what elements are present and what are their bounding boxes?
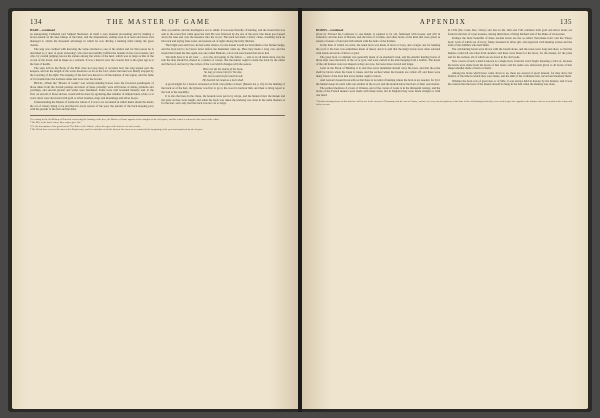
paragraph: The bright ears and brow, he had some chance, for the hound would not hold them to the further hedge, and the horn had to be blown twice before the huntsmen came up. Here they made a long cast, and the hound that found the line again was one called Bemont, a slow but sure hound that never lied. (161, 43, 285, 55)
footnote: ¹ In writing to the old Bishop of Norwich concerning the hunting of the deer, the Master of Game appears in the margins of the old copies, and the reader is referred to the notes of the editor. (30, 117, 220, 121)
footnote: ³ Cf. the description of the great hart in 'The Boke of St. Albans', where the ages of the hart are set out in order. (30, 124, 141, 128)
paragraph: Understanding the Master of Game the whole of it was to be recounted in which hunts should be made; the art of venery being to be practised in every season of the year, the pursuit of the buck keeping pace with the pursuit of the hart and the hind. (30, 99, 154, 112)
paragraph: The earliest mention of a horn of Orleans, and of the cornet of Louis is in the thirteenth century, and the horns of the French hunters were made with many turns, but in England they were made straight or with one bend. (316, 85, 441, 98)
paragraph: Perhaps the most beautiful of these ancient horns are the so-called 'Savernake horn' and the 'Pusey horn', both of which are of ivory, finely mounted in silver gilt, and engraved with hunting scenes and the arms of the families who held them. (447, 35, 572, 48)
paragraph: Now a horn of such a kind is known as a bugle horn, from the word 'bugle' meaning a wild ox, because the horns were made from the horns of that beast; and the name was afterwards given to all horns of that shape whether made of horn or metal. (447, 59, 572, 71)
paragraph: Among the horns which have come down to us, there are several of great interest, for they show the fashion of the time in which they were made, and the skill of the craftsmen who carved and mounted them. (447, 70, 572, 79)
right-column-2 (448, 29, 572, 98)
right-page-number: 135 (560, 18, 572, 26)
paragraph: given by Edward the Confessor to one Ralph, is reputed to be old, fashioned with bosses, and still in existence; and the horn of Borstal, and the horn of Carlisle, and other horns of the kind that were given as tokens of tenure of land and still remain with the heirs of the holders. (316, 31, 441, 43)
left-column-1 (30, 29, 154, 112)
header-spacer (316, 18, 326, 26)
paragraph: It is also that here in the chase, the hounds were put in by relays, and the hunters blew the menée and the prise as they were taught, and when the buck was taken the undoing was done in the same manner as for the hart, save only that the buck was not cut so large. (161, 93, 285, 106)
paragraph: in 1334 (Inv. Lune. Rec. Chan.) and also in the 14th and 15th centuries both gold and silver horns are found in the lists of royal treasure, among them those of King Richard and of the Duke of Gloucester. (447, 28, 572, 36)
footnote: ⁴ The Welsh laws reserved the hart as the King's beast, and it is said that of old the harts of the forest were counted at the beginning of the year and numbered by the keepers. (30, 128, 203, 132)
left-page-number: 134 (30, 18, 42, 26)
header-spacer (275, 18, 285, 26)
verse-quote: Here are all the marks of the buck, So may ye know him fro' the doe, His horns and his feet and his tail, He beareth his head as a hart shall. (202, 66, 244, 82)
right-page (302, 11, 588, 409)
paragraph: Later in the Book of Hunting it is said that every huntsman should carry his horn, and that the prise shall be blown when the beast is taken, and the recheat when the hounds are called off; and there were many blasts of the horn that every hunter ought to know. (316, 66, 441, 78)
left-page (12, 11, 298, 409)
right-footnote: ¹ Wooden hunting-horns of this kind are still in use in the forests of Normandy and the east of France, and are of a very ancient pattern; in the time of the old hunting books they were used to give the signals to the hunters who were posted at the relays and in the coverts. (316, 100, 572, 107)
paragraph: The great horn or oliphant was generally made of an elephant's tusk, and the smaller hunting horns of those days were the horns of the ox or goat, and were carried at the side hanging from a baldric. The horns of the old hunters were not shaped as they are now, but were more curved and larger. (316, 54, 441, 67)
left-running-title: THE MASTER OF GAME (106, 18, 211, 26)
paragraph: BUCK—When the "Master of Game" was written hunting horses were the favoured quadrupeds of those times from the Jewish perhaps and most of these probably were still bucks or hinds, pricketts and yearlings, and several greater and wider were furnished. Some were well bounded thereby; and, at the first, on several of those shaven, would still be done by agonising-like whether of simple hunts, wide; or at word, there were decorated with gold or silver brushes, rings and mountings and silver hoops. (30, 80, 154, 100)
paragraph: The stag was credited with knowing the value attached to one of his antlers and for this reason he is described as 'a deer of great reckoning', who had successfully baffled the hounds in his own bounds, and who, by careful judging, knows his stature among the whole of the herd, which was as large as that of the crown of the forest, and in shape as a roebuck. It was a marvel, how the courser that to his great age is at the best of health. (30, 46, 154, 66)
section-heading: HORNS—continued (316, 28, 344, 32)
left-footnotes (30, 115, 285, 131)
paragraph: And Gaston's hound book tells us that there is no kind of hunting where the horn is not needed, for by it the hunters keep in touch with one another in the wood, and the hounds know the horn of their own master. (316, 77, 441, 86)
paragraph: The old hunting horns were blown with the breath alone, and the notes were long and short, so that the hunters could tell one blast from another; and there were blasts for the moot, for the menée, for the prise and for the recheat, all of which are set down in the old books. (447, 47, 572, 59)
left-page-header (30, 18, 285, 26)
right-page-header (316, 18, 572, 26)
paragraph: The saga told in the Book of the Hart does not stop here; it recounts how the stag leaped past the keepers, and ran the length of the water meadows as far as the ford, where the hunt was finally stopped by the lowering of the light. The leaping of the hart was known to all the hunters of the region, and the fame of it travelled into the northern dales and even over the border. (30, 65, 154, 81)
left-columns (30, 29, 285, 112)
section-heading: HART—continued (30, 28, 55, 32)
paragraph: 'We shall have it in all wise' — as is the old saying of the fellow — and so in all kinds there was the rule the deer should be chased as a matter of course, that the hunter ought to mark the buck by the antler and the hoof, and not by the colour of the coat which changes with the season. (161, 54, 285, 67)
paragraph: A good length for a buck is reckoned as from 'one palme or more' (Master 44, p. 22). In the hunting of the buck as of the hart, the lymerer was first to go to the wood to harbour him, and then to bring report to the lord at the assembly. (161, 82, 285, 94)
open-book (8, 8, 592, 412)
paragraph: stile, is possible, and the intelligence not so small. It was seen friendly of hunting, and the hound that was sent to the water first came upon the trail. He was followed by the rest of the pack who made good speed down the lane and over the meadow into the wood. The buck led them a merry chase, doubling back on his track and laying false scent, and passed out of sight among the holly thickets. (161, 28, 285, 43)
paragraph: Whether the horn was of great size or of little, it was always held in honour by the hunters, and it was the custom that the horn of the master should be hung in the hall when the hunting was done. (447, 78, 572, 87)
paragraph: In the time of which we write, the usual horn was made of horn or ivory, and a larger one for hunting the wolf or the bear was sometimes made of metal, and it is said that the king's horns were often adorned with bands and ends of silver or gold. (316, 43, 441, 55)
paragraph: an enterprising Cathedral lord Samuel Nadsonet, in itself a very unusual proceeding and by making a broad assault on the deer bishop of the latter, and the disputations, ending soon in at least and down, had managed to obtain the thousand advantage in which he was driving a hunting mule taking the great charter. (30, 31, 154, 47)
footnote: ² The MS. reads 'buck' where later copies give 'doe'. (30, 121, 82, 125)
right-running-title: APPENDIX (419, 18, 467, 26)
right-columns (316, 29, 572, 98)
right-column-1 (316, 29, 440, 98)
left-column-2 (161, 29, 285, 112)
